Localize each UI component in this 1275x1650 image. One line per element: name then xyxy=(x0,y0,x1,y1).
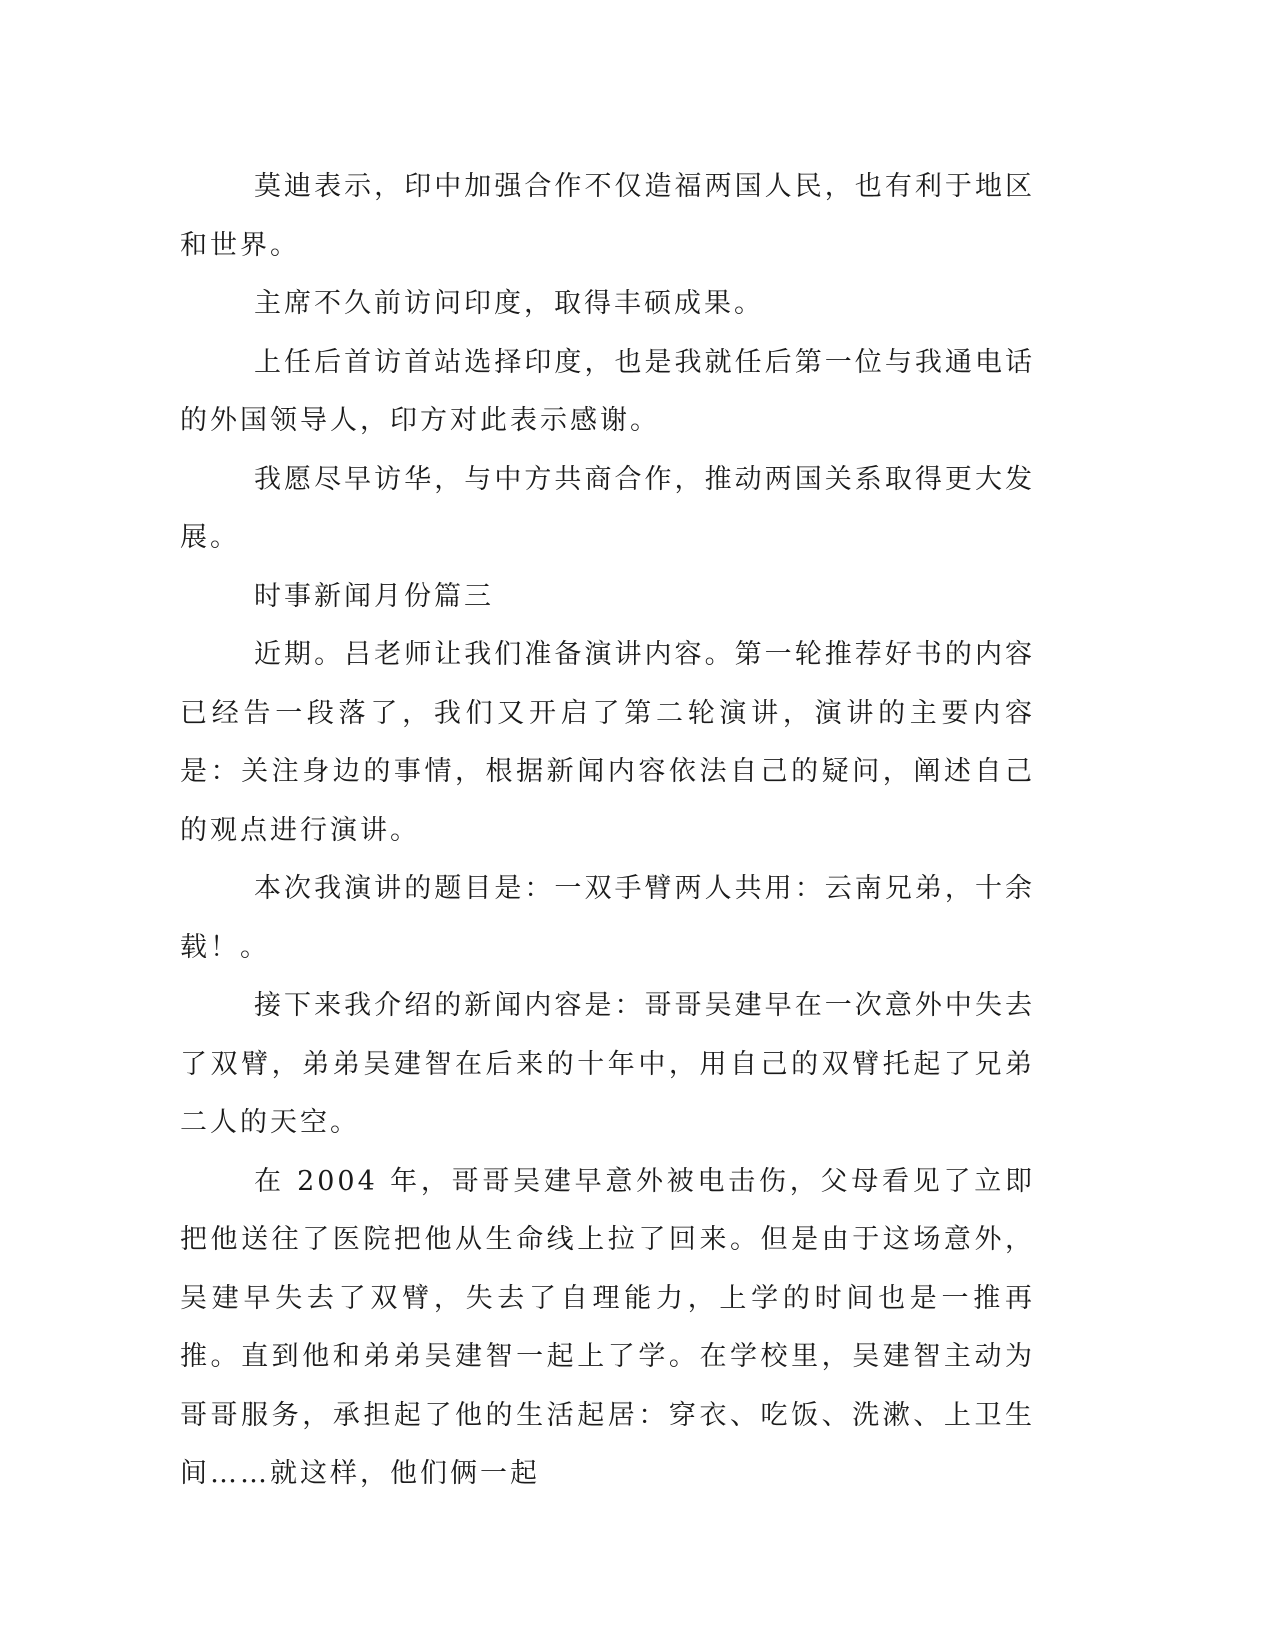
paragraph-visit-china: 我愿尽早访华，与中方共商合作，推动两国关系取得更大发展。 xyxy=(180,463,1035,553)
section-heading: 时事新闻月份篇三 xyxy=(254,580,494,612)
paragraph-first-visit: 上任后首访首站选择印度，也是我就任后第一位与我通电话的外国领导人，印方对此表示感谢。 xyxy=(180,346,1035,436)
paragraph-news-summary: 接下来我介绍的新闻内容是：哥哥吴建早在一次意外中失去了双臂，弟弟吴建智在后来的十年中，用自己的双臂托起了兄弟二人的天空。 xyxy=(180,990,1035,1138)
paragraph-modi-statement: 莫迪表示，印中加强合作不仅造福两国人民，也有利于地区和世界。 xyxy=(180,171,1035,261)
paragraph-speech-intro: 近期。吕老师让我们准备演讲内容。第一轮推荐好书的内容已经告一段落了，我们又开启了第二轮演讲，演讲的主要内容是：关注身边的事情，根据新闻内容依法自己的疑问，阐述自己的观点进行演讲。 xyxy=(180,639,1035,846)
document-body xyxy=(180,158,1035,1504)
paragraph-speech-title: 本次我演讲的题目是：一双手臂两人共用：云南兄弟，十余载！。 xyxy=(180,873,1035,963)
paragraph-news-detail: 在 2004 年，哥哥吴建早意外被电击伤，父母看见了立即把他送往了医院把他从生命线上拉了回来。但是由于这场意外，吴建早失去了双臂，失去了自理能力，上学的时间也是一推再推。直到他和弟弟吴建智一起上了学。在学校里，吴建智主动为哥哥服务，承担起了他的生活起居：穿衣、吃饭、洗漱、上卫生间……就这样，他们俩一起 xyxy=(180,1165,1035,1489)
paragraph-president-visit: 主席不久前访问印度，取得丰硕成果。 xyxy=(254,288,764,319)
